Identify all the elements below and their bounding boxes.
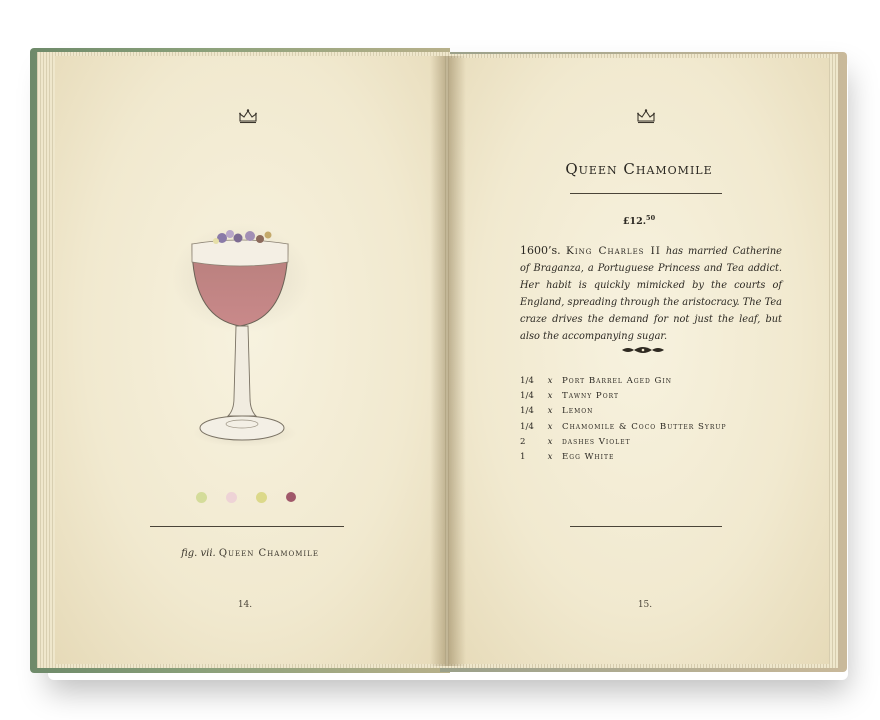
ingredient-qty: 2 — [520, 436, 526, 447]
ingredient-row — [520, 452, 770, 467]
ingredient-name: dashes Violet — [562, 436, 631, 447]
ingredient-separator: x — [547, 406, 553, 417]
ingredient-name: Chamomile & Coco Butter Syrup — [562, 421, 727, 432]
ingredient-row — [520, 437, 770, 452]
caption-prefix: fig. vii. — [181, 548, 216, 559]
color-swatch-pink — [226, 492, 237, 503]
color-swatch-yellow — [256, 492, 267, 503]
crown-icon — [636, 108, 656, 124]
story-lead — [520, 244, 661, 257]
page-number-right: 15. — [637, 600, 653, 610]
title-rule — [570, 193, 722, 194]
ingredient-row — [520, 376, 770, 391]
ingredient-name: Tawny Port — [562, 391, 620, 402]
ingredient-qty: 1/4 — [520, 421, 534, 432]
book-gutter — [430, 56, 466, 666]
bottom-rule — [570, 526, 722, 527]
crown-icon — [238, 108, 258, 124]
cocktail-title: Queen Chamomile — [565, 160, 713, 178]
story-paragraph — [520, 242, 782, 345]
price-pounds: £12. — [622, 216, 647, 228]
caption-title: Queen Chamomile — [218, 548, 319, 559]
color-swatch-violet — [286, 492, 296, 502]
ingredient-row — [520, 422, 770, 437]
story-lead-number: 1600’s. — [520, 244, 561, 257]
ingredient-qty: 1/4 — [520, 391, 534, 402]
ingredient-separator: x — [547, 421, 553, 432]
ingredient-name: Egg White — [562, 451, 615, 462]
ingredient-name: Lemon — [562, 406, 594, 417]
ingredient-list — [520, 376, 770, 467]
right-page — [449, 58, 829, 664]
caption-rule — [150, 526, 344, 527]
ingredient-row — [520, 391, 770, 406]
ingredient-qty: 1/4 — [520, 376, 534, 386]
story-body: has married Catherine of Braganza, a Portuguese Princess and Tea addict. Her habit is quickly mimicked by the courts of England, spreading through the aristocracy. The Tea craze drives the demand for not just the leaf, but also the accompanying sugar. — [520, 246, 782, 342]
ingredient-row — [520, 406, 770, 421]
ingredient-qty: 1 — [520, 451, 526, 462]
flourish-ornament-icon — [620, 345, 666, 355]
page-number-left: 14. — [237, 600, 253, 610]
ingredient-separator: x — [547, 391, 553, 402]
price-pence: 50 — [646, 214, 656, 222]
figure-caption — [55, 548, 445, 559]
story-lead-name: King Charles II — [565, 245, 661, 257]
ingredient-separator: x — [547, 376, 553, 386]
price — [449, 214, 829, 227]
color-swatch-green — [196, 492, 207, 503]
ingredient-separator: x — [547, 451, 553, 462]
coupe-glass-illustration — [170, 218, 310, 458]
ingredient-name: Port Barrel Aged Gin — [562, 376, 673, 386]
ingredient-separator: x — [547, 436, 553, 447]
ingredient-qty: 1/4 — [520, 406, 534, 417]
